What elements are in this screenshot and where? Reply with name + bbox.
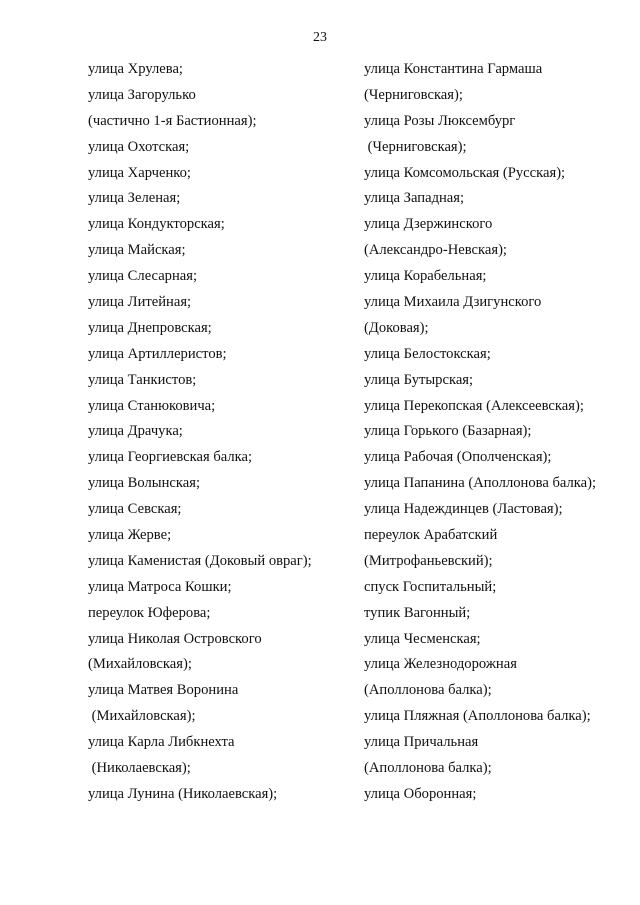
- street-list-item: улица Карла Либкнехта: [88, 734, 235, 751]
- street-list-item: улица Драчука;: [88, 423, 183, 440]
- right-column-street-list: [364, 60, 630, 811]
- street-list-item: улица Пляжная (Аполлонова балка);: [364, 708, 591, 725]
- street-list-item: улица Майская;: [88, 242, 186, 259]
- street-list-item: улица Танкистов;: [88, 371, 197, 388]
- street-list-item: улица Загорулько: [88, 86, 196, 103]
- street-list-item: улица Лунина (Николаевская);: [88, 785, 278, 802]
- street-list-item: (Черниговская);: [364, 138, 467, 155]
- street-list-item: переулок Юферова;: [88, 604, 211, 621]
- street-list-item: (Николаевская);: [88, 760, 191, 777]
- street-list-item: улица Днепровская;: [88, 319, 212, 336]
- street-list-item: улица Перекопская (Алексеевская);: [364, 397, 584, 414]
- street-list-item: (Александро-Невская);: [364, 242, 507, 259]
- street-list-item: (Аполлонова балка);: [364, 682, 492, 699]
- street-list-item: улица Волынская;: [88, 475, 201, 492]
- street-list-item: улица Каменистая (Доковый овраг);: [88, 552, 312, 569]
- street-list-item: (Доковая);: [364, 319, 429, 336]
- street-list-item: (Михайловская);: [88, 708, 196, 725]
- street-list-item: улица Комсомольская (Русская);: [364, 164, 566, 181]
- street-list-item: улица Бутырская;: [364, 371, 474, 388]
- street-list-item: улица Зеленая;: [88, 190, 181, 207]
- street-list-item: (Аполлонова балка);: [364, 760, 492, 777]
- street-list-item: (частично 1-я Бастионная);: [88, 112, 257, 129]
- street-list-item: улица Чесменская;: [364, 630, 481, 647]
- street-list-item: улица Георгиевская балка;: [88, 449, 253, 466]
- street-list-item: улица Железнодорожная: [364, 656, 517, 673]
- street-list-item: улица Дзержинского: [364, 216, 493, 233]
- street-list-item: (Митрофаньевский);: [364, 552, 493, 569]
- street-list-item: улица Западная;: [364, 190, 465, 207]
- street-list-item: улица Севская;: [88, 501, 182, 518]
- street-list-item: тупик Вагонный;: [364, 604, 471, 621]
- street-list-item: улица Рабочая (Ополченская);: [364, 449, 552, 466]
- street-list-item: улица Папанина (Аполлонова балка);: [364, 475, 597, 492]
- street-list-item: улица Матроса Кошки;: [88, 578, 232, 595]
- street-list-item: улица Николая Островского: [88, 630, 262, 647]
- left-column-street-list: [88, 60, 350, 811]
- street-list-item: улица Слесарная;: [88, 268, 198, 285]
- street-list-item: улица Жерве;: [88, 527, 172, 544]
- street-list-item: улица Кондукторская;: [88, 216, 225, 233]
- street-list-item: переулок Арабатский: [364, 527, 498, 544]
- street-list-item: улица Охотская;: [88, 138, 190, 155]
- street-list-item: улица Горького (Базарная);: [364, 423, 532, 440]
- street-list-item: улица Константина Гармаша: [364, 61, 543, 77]
- street-list-item: улица Белостокская;: [364, 345, 491, 362]
- street-list-item: улица Розы Люксембург: [364, 112, 516, 129]
- street-list-item: (Черниговская);: [364, 86, 463, 103]
- street-list-item: улица Хрулева;: [88, 61, 183, 77]
- street-list-item: улица Надеждинцев (Ластовая);: [364, 501, 563, 518]
- street-list-item: улица Матвея Воронина: [88, 682, 239, 699]
- street-list-item: (Михайловская);: [88, 656, 192, 673]
- street-list-item: улица Причальная: [364, 734, 479, 751]
- street-list-item: улица Корабельная;: [364, 268, 487, 285]
- street-list-item: улица Артиллеристов;: [88, 345, 227, 362]
- street-list-item: улица Оборонная;: [364, 785, 477, 802]
- street-list-item: улица Михаила Дзигунского: [364, 294, 542, 311]
- street-list-item: улица Харченко;: [88, 164, 191, 181]
- street-list-item: улица Станюковича;: [88, 397, 216, 414]
- street-list-item: спуск Госпитальный;: [364, 578, 497, 595]
- street-list-item: улица Литейная;: [88, 294, 192, 311]
- page-number: 23: [313, 30, 327, 45]
